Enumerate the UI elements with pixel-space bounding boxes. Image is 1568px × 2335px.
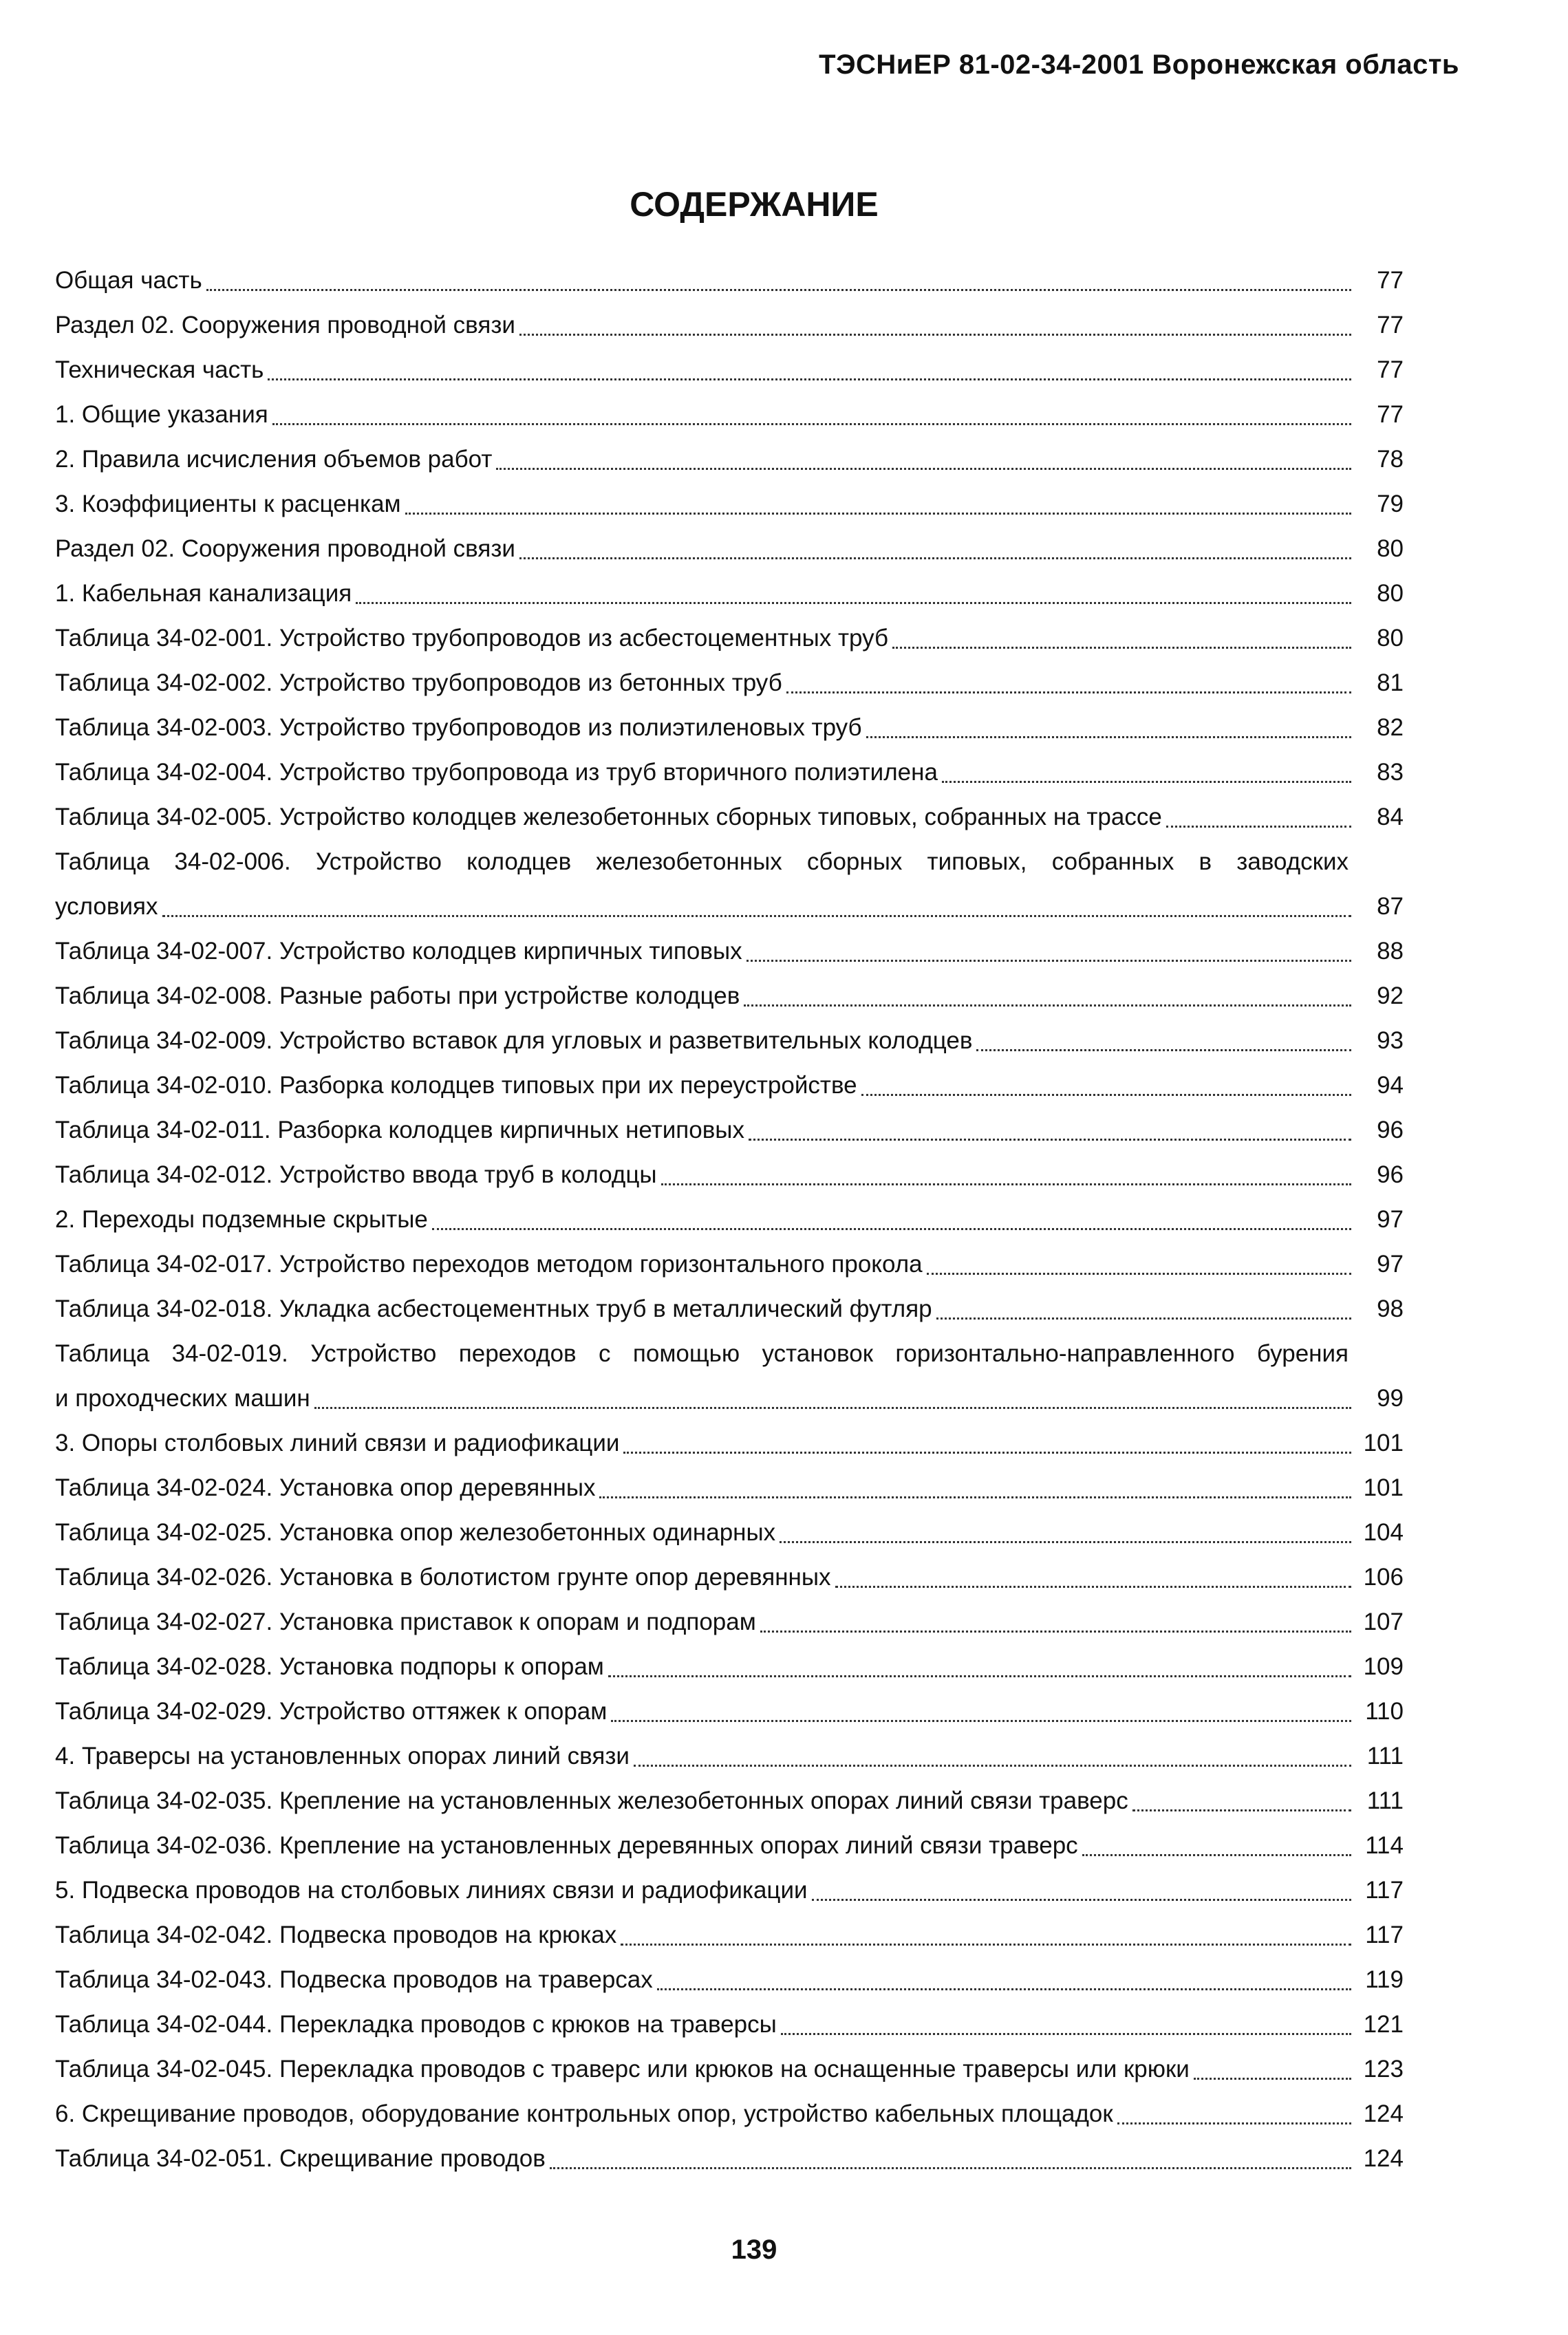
toc-entry-text: 1. Кабельная канализация bbox=[55, 580, 352, 607]
toc-page-number: 77 bbox=[1377, 401, 1404, 428]
toc-page-number: 92 bbox=[1377, 982, 1404, 1009]
toc-entry-text: Таблица 34-02-051. Скрещивание проводов bbox=[55, 2145, 546, 2172]
leader-dots bbox=[623, 1452, 1351, 1454]
toc-page-number: 80 bbox=[1377, 535, 1404, 562]
toc-page-number: 110 bbox=[1365, 1698, 1404, 1725]
toc-page-number: 77 bbox=[1377, 356, 1404, 383]
leader-dots bbox=[272, 423, 1351, 425]
toc-entry-text: Таблица 34-02-035. Крепление на установленных железобетонных опорах линий связи траверс bbox=[55, 1787, 1128, 1814]
toc-page-number: 88 bbox=[1377, 938, 1404, 965]
leader-dots bbox=[634, 1765, 1351, 1767]
leader-dots bbox=[786, 691, 1351, 693]
toc-page-number: 107 bbox=[1363, 1608, 1404, 1635]
toc-page-number: 111 bbox=[1366, 1743, 1404, 1769]
toc-entry-text: Таблица 34-02-042. Подвеска проводов на крюках bbox=[55, 1922, 617, 1948]
leader-dots bbox=[812, 1899, 1351, 1901]
toc-entry bbox=[55, 2047, 1404, 2091]
toc-page-number: 80 bbox=[1377, 580, 1404, 607]
leader-dots bbox=[519, 557, 1351, 559]
toc-entry-text: Таблица 34-02-045. Перекладка проводов с траверс или крюков на оснащенные траверсы или крюки bbox=[55, 2056, 1190, 2083]
leader-dots bbox=[749, 1139, 1351, 1141]
leader-dots bbox=[835, 1586, 1351, 1588]
toc-page-number: 117 bbox=[1365, 1877, 1404, 1904]
toc-page-number: 77 bbox=[1377, 267, 1404, 294]
toc-entry bbox=[55, 482, 1404, 526]
leader-dots bbox=[611, 1720, 1351, 1722]
leader-dots bbox=[432, 1228, 1351, 1230]
toc-entry bbox=[55, 795, 1404, 839]
toc-page-number: 93 bbox=[1377, 1027, 1404, 1054]
toc-entry bbox=[55, 929, 1404, 973]
toc-entry-text: Таблица 34-02-044. Перекладка проводов с крюков на траверсы bbox=[55, 2011, 777, 2038]
toc-entry bbox=[55, 1018, 1404, 1063]
toc-entry bbox=[55, 1957, 1404, 2002]
toc-page-number: 99 bbox=[1377, 1385, 1404, 1412]
toc-entry bbox=[55, 839, 1404, 884]
toc-page-number: 119 bbox=[1365, 1966, 1404, 1993]
leader-dots bbox=[621, 1944, 1351, 1946]
toc-entry-text: Таблица 34-02-008. Разные работы при устройстве колодцев bbox=[55, 982, 740, 1009]
toc-entry-text: Таблица 34-02-017. Устройство переходов методом горизонтального прокола bbox=[55, 1251, 923, 1278]
toc-entry-text: Таблица 34-02-007. Устройство колодцев кирпичных типовых bbox=[55, 938, 742, 965]
toc-entry bbox=[55, 616, 1404, 660]
toc-page-number: 111 bbox=[1366, 1787, 1404, 1814]
toc-entry-continuation bbox=[55, 884, 1404, 929]
toc-entry-text: Таблица 34-02-009. Устройство вставок для угловых и разветвительных колодцев bbox=[55, 1027, 973, 1054]
toc-page-number: 84 bbox=[1377, 804, 1404, 830]
leader-dots bbox=[1194, 2078, 1351, 2080]
toc-entry bbox=[55, 1868, 1404, 1913]
leader-dots bbox=[1117, 2122, 1351, 2124]
toc-entry-text: Раздел 02. Сооружения проводной связи bbox=[55, 535, 515, 562]
toc-entry-text: 2. Правила исчисления объемов работ bbox=[55, 446, 493, 473]
leader-dots bbox=[866, 736, 1351, 738]
toc-entry bbox=[55, 526, 1404, 571]
toc-entry-text: Таблица 34-02-005. Устройство колодцев железобетонных сборных типовых, собранных на трассе bbox=[55, 804, 1162, 830]
toc-entry bbox=[55, 303, 1404, 347]
leader-dots bbox=[781, 2033, 1351, 2035]
toc-entry-text: Таблица 34-02-018. Укладка асбестоцементных труб в металлический футляр bbox=[55, 1295, 932, 1322]
toc-entry bbox=[55, 437, 1404, 482]
leader-dots bbox=[356, 602, 1351, 604]
toc-page-number: 124 bbox=[1363, 2100, 1404, 2127]
leader-dots bbox=[780, 1541, 1351, 1543]
toc-entry-text: Таблица 34-02-024. Установка опор деревянных bbox=[55, 1474, 596, 1501]
toc-entry-text: Таблица 34-02-019. Устройство переходов с помощью установок горизонтально-направленного бурения bbox=[55, 1340, 1349, 1367]
toc-entry-text: Таблица 34-02-002. Устройство трубопроводов из бетонных труб bbox=[55, 669, 782, 696]
leader-dots bbox=[519, 334, 1351, 336]
document-header: ТЭСНиЕР 81-02-34-2001 Воронежская область bbox=[819, 50, 1459, 80]
leader-dots bbox=[861, 1094, 1351, 1096]
leader-dots bbox=[206, 289, 1351, 291]
toc-entry bbox=[55, 1823, 1404, 1868]
toc-page-number: 79 bbox=[1377, 491, 1404, 517]
toc-page-number: 117 bbox=[1365, 1922, 1404, 1948]
toc-entry bbox=[55, 1600, 1404, 1644]
toc-entry-text: Таблица 34-02-004. Устройство трубопровода из труб вторичного полиэтилена bbox=[55, 759, 938, 786]
toc-page-number: 104 bbox=[1363, 1519, 1404, 1546]
toc-entry bbox=[55, 1152, 1404, 1197]
leader-dots bbox=[747, 960, 1351, 962]
leader-dots bbox=[268, 378, 1351, 380]
toc-entry-text: Таблица 34-02-003. Устройство трубопроводов из полиэтиленовых труб bbox=[55, 714, 862, 741]
toc-page-number: 80 bbox=[1377, 625, 1404, 652]
page-number: 139 bbox=[731, 2235, 777, 2265]
toc-entry bbox=[55, 1734, 1404, 1778]
toc-entry bbox=[55, 660, 1404, 705]
toc-entry bbox=[55, 1197, 1404, 1242]
toc-entry-text-continued: и проходческих машин bbox=[55, 1385, 310, 1412]
toc-entry-text: Таблица 34-02-027. Установка приставок к опорам и подпорам bbox=[55, 1608, 756, 1635]
toc-entry bbox=[55, 1913, 1404, 1957]
toc-entry-text-continued: условиях bbox=[55, 893, 158, 920]
toc-page-number: 101 bbox=[1363, 1474, 1404, 1501]
toc-entry-text: Таблица 34-02-012. Устройство ввода труб в колодцы bbox=[55, 1161, 657, 1188]
leader-dots bbox=[314, 1407, 1351, 1409]
toc-page-number: 96 bbox=[1377, 1117, 1404, 1143]
toc-entry-text: Раздел 02. Сооружения проводной связи bbox=[55, 312, 515, 338]
toc-entry-text: Общая часть bbox=[55, 267, 202, 294]
leader-dots bbox=[550, 2167, 1351, 2169]
toc-page-number: 123 bbox=[1363, 2056, 1404, 2083]
toc-entry bbox=[55, 1242, 1404, 1287]
leader-dots bbox=[976, 1049, 1351, 1051]
leader-dots bbox=[1166, 826, 1351, 828]
toc-entry bbox=[55, 1689, 1404, 1734]
toc-entry bbox=[55, 2136, 1404, 2181]
toc-page-number: 106 bbox=[1363, 1564, 1404, 1591]
toc-entry-text: Таблица 34-02-029. Устройство оттяжек к опорам bbox=[55, 1698, 608, 1725]
toc-entry-text: 3. Коэффициенты к расценкам bbox=[55, 491, 401, 517]
toc-entry bbox=[55, 347, 1404, 392]
toc-entry-text: Таблица 34-02-010. Разборка колодцев типовых при их переустройстве bbox=[55, 1072, 857, 1099]
leader-dots bbox=[892, 647, 1351, 649]
toc-entry bbox=[55, 750, 1404, 795]
leader-dots bbox=[936, 1317, 1351, 1320]
toc-entry bbox=[55, 2002, 1404, 2047]
toc-entry bbox=[55, 1331, 1404, 1376]
toc-page-number: 109 bbox=[1363, 1653, 1404, 1680]
toc-entry bbox=[55, 973, 1404, 1018]
leader-dots bbox=[405, 513, 1351, 515]
toc-page-number: 87 bbox=[1377, 893, 1404, 920]
toc-page-number: 101 bbox=[1363, 1430, 1404, 1456]
toc-entry-text: 6. Скрещивание проводов, оборудование контрольных опор, устройство кабельных площадок bbox=[55, 2100, 1113, 2127]
toc-entry-text: Таблица 34-02-026. Установка в болотистом грунте опор деревянных bbox=[55, 1564, 831, 1591]
leader-dots bbox=[744, 1004, 1351, 1007]
toc-page-number: 83 bbox=[1377, 759, 1404, 786]
toc-entry bbox=[55, 1421, 1404, 1465]
toc-entry bbox=[55, 1555, 1404, 1600]
toc-entry-text: 5. Подвеска проводов на столбовых линиях связи и радиофикации bbox=[55, 1877, 808, 1904]
toc-entry-text: Таблица 34-02-025. Установка опор железобетонных одинарных bbox=[55, 1519, 776, 1546]
page-title: СОДЕРЖАНИЕ bbox=[630, 185, 879, 224]
toc-page-number: 94 bbox=[1377, 1072, 1404, 1099]
leader-dots bbox=[760, 1631, 1351, 1633]
toc-entry-text: 2. Переходы подземные скрытые bbox=[55, 1206, 428, 1233]
toc-entry bbox=[55, 258, 1404, 303]
toc-page-number: 78 bbox=[1377, 446, 1404, 473]
toc-page-number: 77 bbox=[1377, 312, 1404, 338]
leader-dots bbox=[608, 1675, 1351, 1677]
leader-dots bbox=[661, 1183, 1351, 1185]
toc-entry bbox=[55, 392, 1404, 437]
leader-dots bbox=[1132, 1809, 1351, 1811]
leader-dots bbox=[657, 1988, 1351, 1990]
toc-entry bbox=[55, 1510, 1404, 1555]
toc-page-number: 97 bbox=[1377, 1206, 1404, 1233]
table-of-contents bbox=[55, 258, 1404, 2181]
toc-entry bbox=[55, 1108, 1404, 1152]
toc-entry-text: 4. Траверсы на установленных опорах линий связи bbox=[55, 1743, 630, 1769]
toc-entry bbox=[55, 1644, 1404, 1689]
leader-dots bbox=[162, 915, 1352, 917]
toc-entry bbox=[55, 1778, 1404, 1823]
toc-page-number: 124 bbox=[1363, 2145, 1404, 2172]
toc-entry-text: Таблица 34-02-011. Разборка колодцев кирпичных нетиповых bbox=[55, 1117, 744, 1143]
toc-page-number: 98 bbox=[1377, 1295, 1404, 1322]
toc-entry-text: Техническая часть bbox=[55, 356, 264, 383]
leader-dots bbox=[942, 781, 1351, 783]
toc-entry-text: Таблица 34-02-001. Устройство трубопроводов из асбестоцементных труб bbox=[55, 625, 889, 652]
toc-entry-text: Таблица 34-02-028. Установка подпоры к опорам bbox=[55, 1653, 604, 1680]
toc-page-number: 97 bbox=[1377, 1251, 1404, 1278]
leader-dots bbox=[927, 1273, 1351, 1275]
leader-dots bbox=[496, 468, 1351, 470]
toc-entry-text: 1. Общие указания bbox=[55, 401, 268, 428]
toc-entry-continuation bbox=[55, 1376, 1404, 1421]
toc-page-number: 114 bbox=[1365, 1832, 1404, 1859]
leader-dots bbox=[599, 1496, 1351, 1498]
toc-entry bbox=[55, 1063, 1404, 1108]
toc-entry-text: 3. Опоры столбовых линий связи и радиофикации bbox=[55, 1430, 620, 1456]
toc-entry bbox=[55, 705, 1404, 750]
toc-entry bbox=[55, 571, 1404, 616]
toc-page-number: 81 bbox=[1377, 669, 1404, 696]
toc-entry-text: Таблица 34-02-006. Устройство колодцев железобетонных сборных типовых, собранных в заводских bbox=[55, 848, 1349, 875]
toc-entry bbox=[55, 2091, 1404, 2136]
leader-dots bbox=[1082, 1854, 1351, 1856]
toc-entry bbox=[55, 1287, 1404, 1331]
toc-page-number: 82 bbox=[1377, 714, 1404, 741]
toc-page-number: 121 bbox=[1363, 2011, 1404, 2038]
toc-entry-text: Таблица 34-02-036. Крепление на установленных деревянных опорах линий связи траверс bbox=[55, 1832, 1078, 1859]
toc-entry-text: Таблица 34-02-043. Подвеска проводов на траверсах bbox=[55, 1966, 653, 1993]
toc-page-number: 96 bbox=[1377, 1161, 1404, 1188]
toc-entry bbox=[55, 1465, 1404, 1510]
